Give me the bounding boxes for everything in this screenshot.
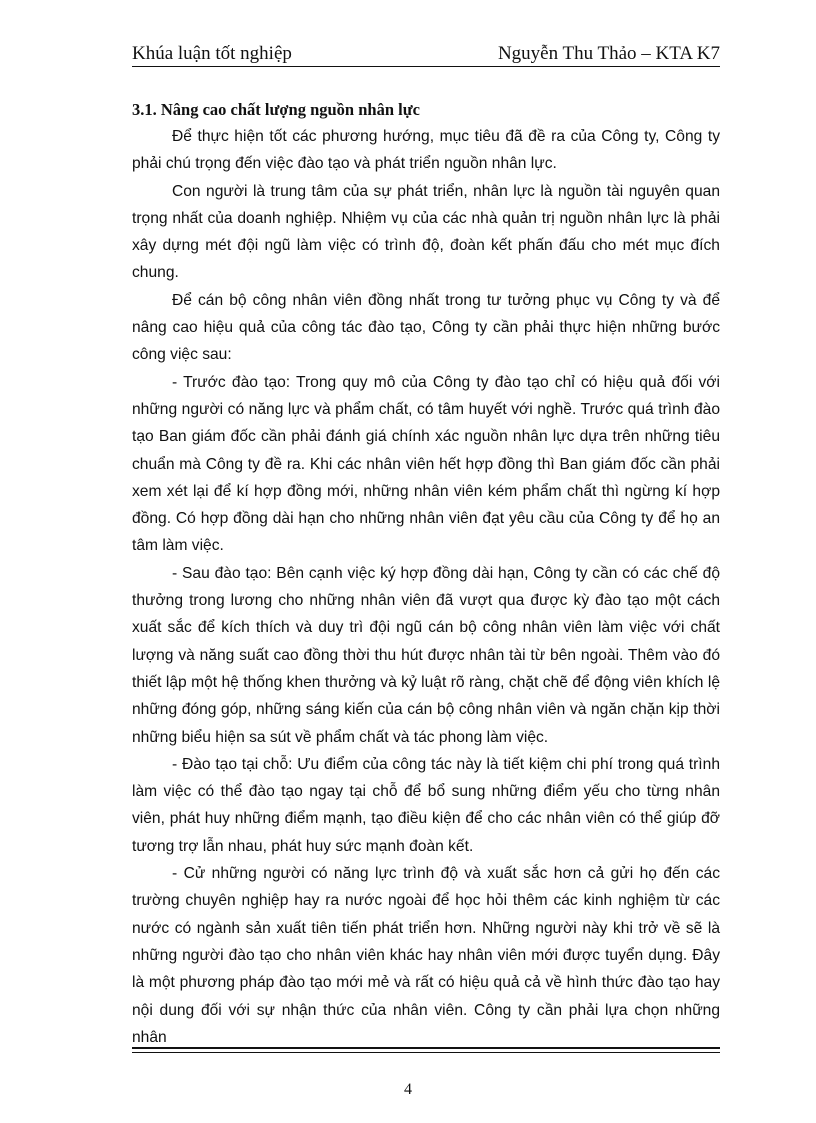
paragraph: - Cử những người có năng lực trình độ và xuất sắc hơn cả gửi họ đến các trường chuyên nghiệp hay ra nước ngoài để học hỏi thêm các kinh nghiệm từ các nước có ngành sản xuất tiên tiến phát triển hơn. Những người này khi trở về sẽ là những người đào tạo cho nhân viên khác hay nhân viên mới được tuyển dụng. Đây là một phương pháp đào tạo mới mẻ và rất có hiệu quả cả về hình thức đào tạo hay nội dung đối với sự nhận thức của nhân viên. Công ty cần phải lựa chọn những nhân bbox=[132, 865, 720, 1046]
paragraph: Để cán bộ công nhân viên đồng nhất trong tư tưởng phục vụ Công ty và để nâng cao hiệu quả của công tác đào tạo, Công ty cần phải thực hiện những bước công việc sau: bbox=[132, 291, 720, 364]
footer-rule-thick bbox=[132, 1047, 720, 1049]
header-author: Nguyễn Thu Thảo – KTA K7 bbox=[497, 43, 720, 64]
page-number: 4 bbox=[404, 1081, 412, 1098]
paragraph: - Đào tạo tại chỗ: Ưu điểm của công tác này là tiết kiệm chi phí trong quá trình làm việc có thể đào tạo ngay tại chỗ để bổ sung những điểm yếu cho từng nhân viên, phát huy những điểm mạnh, tạo điều kiện để cho các nhân viên có thể giúp đỡ tương trợ lẫn nhau, phát huy sức mạnh đoàn kết. bbox=[132, 755, 720, 855]
paragraph: - Trước đào tạo: Trong quy mô của Công ty đào tạo chỉ có hiệu quả đối với những người có năng lực và phẩm chất, có tâm huyết với nghề. Trước quá trình đào tạo Ban giám đốc cần phải đánh giá chính xác nguồn nhân lực dựa trên những tiêu chuẩn mà Công ty đề ra. Khi các nhân viên hết hợp đồng thì Ban giám đốc cần phải xem xét lại để kí hợp đồng mới, những nhân viên kém phẩm chất thì ngừng kí hợp đồng. Có hợp đồng dài hạn cho những nhân viên đạt yêu cầu của Công ty để họ an tâm làm việc. bbox=[132, 373, 720, 555]
footer-rule-thin bbox=[132, 1052, 720, 1053]
header-thesis-label: Khúa luận tốt nghiệp bbox=[132, 43, 292, 64]
header-rule bbox=[132, 66, 720, 67]
page-header bbox=[132, 42, 720, 66]
paragraph: Con người là trung tâm của sự phát triển, nhân lực là nguồn tài nguyên quan trọng nhất của doanh nghiệp. Nhiệm vụ của các nhà quản trị nguồn nhân lực là phải xây dựng mét đội ngũ làm việc có trình độ, đoàn kết phấn đấu cho mét mục đích chung. bbox=[132, 182, 720, 282]
paragraph: - Sau đào tạo: Bên cạnh việc ký hợp đồng dài hạn, Công ty cần có các chế độ thưởng trong lương cho những nhân viên đã vượt qua được kỳ đào tạo một cách xuất sắc để kích thích và duy trì đội ngũ cán bộ công nhân viên làm việc với chất lượng và năng suất cao đồng thời thu hút được nhân tài từ bên ngoài. Thêm vào đó thiết lập một hệ thống khen thưởng và kỷ luật rõ ràng, chặt chẽ để động viên khích lệ những đóng góp, những sáng kiến của cán bộ công nhân viên và ngăn chặn kịp thời những biểu hiện sa sút về phẩm chất và tác phong làm việc. bbox=[132, 564, 720, 746]
page-body bbox=[132, 96, 720, 1051]
section-title: 3.1. Nâng cao chất lượng nguồn nhân lực bbox=[132, 100, 420, 119]
paragraph: Để thực hiện tốt các phương hướng, mục tiêu đã đề ra của Công ty, Công ty phải chú trọng đến việc đào tạo và phát triển nguồn nhân lực. bbox=[132, 128, 720, 173]
